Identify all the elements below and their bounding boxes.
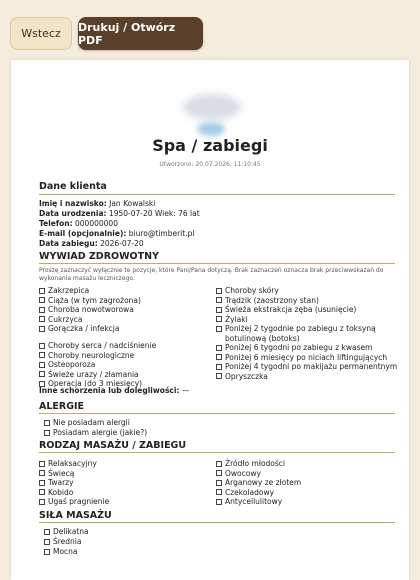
checkbox-item[interactable] [216,372,268,381]
dob-value: 1950-07-20 [108,209,153,218]
checkbox-item[interactable] [39,296,141,305]
checkbox-item[interactable] [216,353,387,362]
divider [39,452,395,453]
checkbox-item[interactable] [216,296,319,305]
divider [39,522,395,523]
checkbox-label: Ciąża (w tym zagrożona) [48,295,141,305]
created-label: Utworzono: [159,161,194,168]
checkbox-label: Świecą [48,468,75,478]
checkbox[interactable] [216,354,222,360]
checkbox[interactable] [44,539,50,545]
checkbox[interactable] [44,420,50,426]
phone-value: 000000000 [75,219,118,228]
checkbox-item[interactable] [39,305,134,314]
dob-label: Data urodzenia: [39,209,107,218]
toolbar [0,0,420,60]
checkbox-label: Arganowy ze złotem [225,478,302,487]
divider [39,263,395,264]
checkbox[interactable] [216,326,222,332]
checkbox-label: Opryszczka [225,371,268,381]
email-value: biuro@timberit.pl [128,229,195,238]
created-value: 20.07.2026, 11:10:45 [195,161,261,168]
back-button[interactable]: Wstecz [10,17,72,50]
checkbox-item[interactable] [44,527,89,536]
checkbox[interactable] [39,307,45,313]
checkbox-label: Choroba nowotworowa [48,305,134,314]
client-phone-line [39,219,118,228]
checkbox-label: Antycellulitowy [225,497,283,506]
checkbox-label: Ugaś pragnienie [48,497,110,506]
checkbox[interactable] [39,288,45,294]
massage-heading: RODZAJ MASAŻU / ZABIEGU [39,440,187,451]
checkbox-label: Twarzy [48,478,74,487]
other-conditions-line [39,386,189,395]
checkbox-item[interactable] [216,478,301,487]
checkbox-item[interactable] [39,351,134,360]
document-page [11,60,409,580]
checkbox-label: Poniżej 6 miesięcy po niciach liftingujących [225,352,388,362]
checkbox-label: botulinową (botoks) [225,333,300,343]
checkbox-item[interactable] [216,469,261,478]
checkbox-label: Poniżej 6 tygodni po zabiegu z kwasem [225,343,373,352]
checkbox-label: Zakrzepica [48,286,90,295]
client-heading: Dane klienta [39,181,107,192]
health-note: Proszę zaznaczyć wyłącznie te pozycje, które Pani/Pana dotyczą. Brak zaznaczeń oznacza brak przeciwwskazań do wykonania masażu leczniczego. [39,267,384,282]
checkbox-label: Delikatna [53,527,89,536]
checkbox-item[interactable] [216,324,376,333]
checkbox[interactable] [216,470,222,476]
checkbox-item[interactable] [39,315,83,324]
checkbox[interactable] [216,345,222,351]
checkbox-label: Kobido [48,487,74,497]
checkbox[interactable] [39,371,45,377]
checkbox-label: Relaksacyjny [48,459,97,468]
checkbox[interactable] [39,499,45,505]
client-dob-line [39,209,200,218]
checkbox-label: Świeża ekstrakcja zęba (usunięcie) [225,305,357,314]
checkbox-item[interactable] [39,459,97,468]
checkbox[interactable] [39,297,45,303]
phone-label: Telefon: [39,219,73,228]
checkbox-label: Żylaki [225,314,248,324]
age-label: Wiek: [154,209,176,218]
checkbox-item[interactable] [216,305,356,314]
checkbox-item[interactable] [216,488,274,497]
checkbox-label: Choroby neurologiczne [48,350,135,360]
strength-heading: SIŁA MASAŻU [39,510,112,521]
checkbox[interactable] [216,499,222,505]
page-title: Spa / zabiegi [152,136,268,155]
company-logo [177,88,247,143]
allergy-heading: ALERGIE [39,401,85,412]
divider [39,194,395,195]
checkbox[interactable] [216,316,222,322]
checkbox-label: Gorączka / infekcja [48,324,120,333]
treatment-date-value: 2026-07-20 [100,239,144,248]
checkbox-label: Osteoporoza [48,360,96,369]
checkbox-item[interactable] [39,341,156,350]
checkbox[interactable] [216,373,222,379]
checkbox-item[interactable] [216,334,300,343]
checkbox[interactable] [216,288,222,294]
checkbox[interactable] [39,316,45,322]
checkbox-label: Źródło młodości [225,459,285,468]
treatment-date-label: Data zabiegu: [39,239,98,248]
checkbox[interactable] [39,480,45,486]
checkbox-label: Cukrzyca [48,314,83,324]
email-label: E-mail (opcjonalnie): [39,229,127,238]
checkbox-item[interactable] [39,478,74,487]
checkbox-item[interactable] [39,488,73,497]
checkbox[interactable] [216,480,222,486]
checkbox-label: Owocowy [225,468,261,478]
checkbox-item[interactable] [39,370,139,379]
age-value: 76 lat [178,209,200,218]
checkbox[interactable] [39,489,45,495]
checkbox-label: Operacja (do 3 miesięcy) [48,379,143,388]
checkbox-item[interactable] [44,547,78,556]
name-value: Jan Kowalski [109,199,156,208]
checkbox[interactable] [216,307,222,313]
name-label: Imię i nazwisko: [39,199,107,208]
client-date-line [39,239,144,248]
other-conditions-value: — [181,386,190,395]
checkbox[interactable] [39,461,45,467]
checkbox[interactable] [216,489,222,495]
checkbox[interactable] [44,549,50,555]
checkbox[interactable] [39,326,45,332]
checkbox-label: Nie posiadam alergii [53,418,130,427]
checkbox[interactable] [44,529,50,535]
created-timestamp [11,161,409,168]
checkbox-item[interactable] [216,315,248,324]
other-conditions-label: Inne schorzenia lub dolegliwości: [39,386,180,395]
client-email-line [39,229,194,238]
client-name-line [39,199,155,208]
checkbox[interactable] [39,362,45,368]
checkbox-label: Poniżej 4 tygodni po makijażu permanentnym [225,362,398,371]
print-pdf-button[interactable]: Drukuj / Otwórz PDF [78,17,203,50]
checkbox-item[interactable] [39,360,95,369]
checkbox[interactable] [216,297,222,303]
checkbox-label: Świeże urazy / złamania [48,369,139,379]
checkbox-item[interactable] [39,469,74,478]
checkbox-item[interactable] [39,324,119,333]
checkbox-item[interactable] [44,537,82,546]
divider [39,413,395,414]
health-heading: WYWIAD ZDROWOTNY [39,251,159,262]
checkbox-item[interactable] [216,362,397,371]
checkbox-item[interactable] [216,497,282,506]
checkbox[interactable] [39,352,45,358]
checkbox-label: Posiadam alergie (jakie?) [53,428,148,437]
checkbox-label: Choroby skóry [225,286,279,295]
checkbox[interactable] [216,461,222,467]
checkbox-item[interactable] [216,343,372,352]
checkbox-label: Średnia [53,537,82,546]
checkbox-label: Poniżej 2 tygodnie po zabiegu z toksyną [225,324,376,333]
checkbox-item[interactable] [39,286,89,295]
checkbox[interactable] [216,364,222,370]
checkbox-item[interactable] [216,459,285,468]
checkbox[interactable] [39,343,45,349]
checkbox-label: Czekoladowy [225,487,275,497]
checkbox-item[interactable] [39,497,109,506]
checkbox-label: Trądzik (zaostrzony stan) [225,295,319,305]
checkbox[interactable] [39,470,45,476]
checkbox-item[interactable] [44,428,147,437]
checkbox-item[interactable] [216,286,279,295]
checkbox[interactable] [44,430,50,436]
checkbox-item[interactable] [44,418,130,427]
checkbox-label: Choroby serca / nadciśnienie [48,341,157,350]
checkbox-label: Mocna [53,547,78,556]
